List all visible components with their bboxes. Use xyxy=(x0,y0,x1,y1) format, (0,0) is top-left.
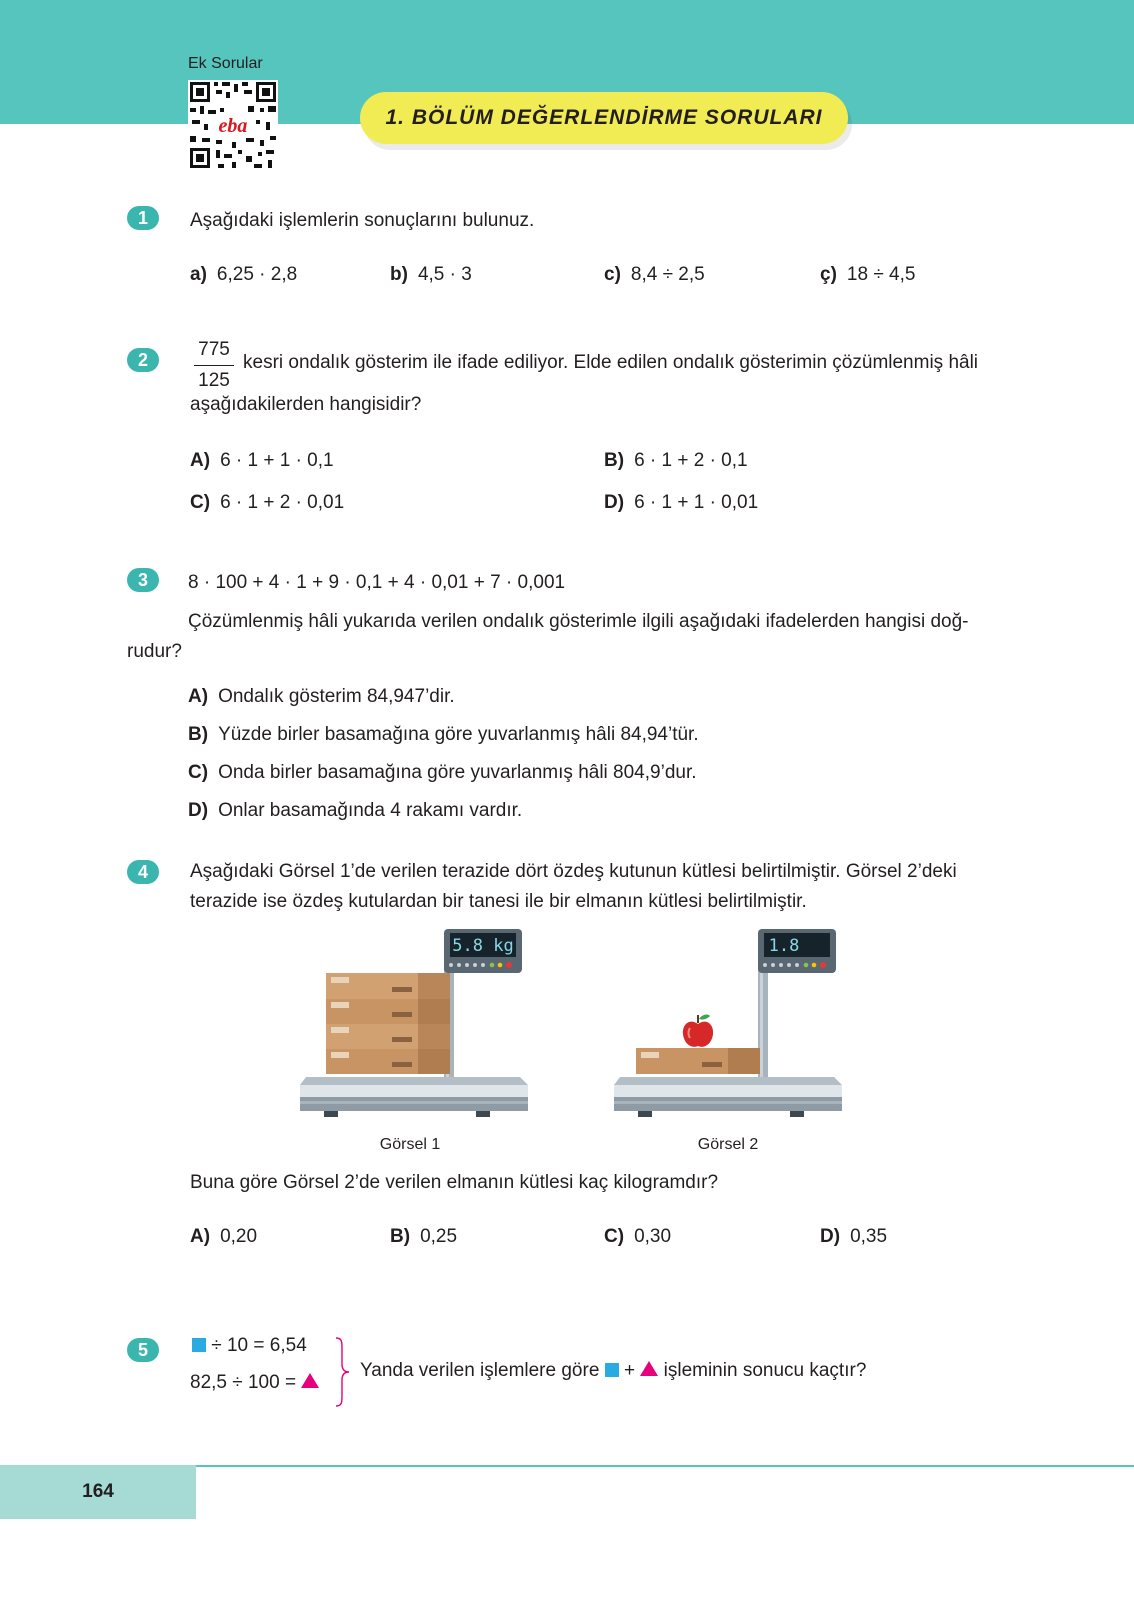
question-3-expression: 8 · 100 + 4 · 1 + 9 · 0,1 + 4 · 0,01 + 7 · 0,001 xyxy=(188,572,566,593)
scale-2-illustration xyxy=(614,925,854,1145)
scale-1-illustration xyxy=(300,925,540,1145)
question-1-text: Aşağıdaki işlemlerin sonuçlarını bulunuz. xyxy=(190,210,535,231)
q2-option-c: C) 6 · 1 + 2 · 0,01 xyxy=(190,492,345,513)
q2-option-d: D) 6 · 1 + 1 · 0,01 xyxy=(604,492,759,513)
q1-item-b: b) 4,5 · 3 xyxy=(390,264,472,285)
scale-1-display-value: 5.8 kg xyxy=(452,936,514,956)
scale-1-boxes xyxy=(326,973,450,1074)
q5-equation-2: 82,5 ÷ 100 = xyxy=(190,1368,319,1398)
fraction-denominator: 125 xyxy=(198,370,230,391)
q5-equation-1: ÷ 10 = 6,54 xyxy=(192,1331,307,1361)
question-4-text-line2: terazide ise özdeş kutulardan bir tanesi ile bir elmanın kütlesi belirtilmiştir. xyxy=(190,891,807,912)
question-2-text-line2: aşağıdakilerden hangisidir? xyxy=(190,394,422,415)
q4-option-a: A) 0,20 xyxy=(190,1226,258,1247)
q2-option-b: B) 6 · 1 + 2 · 0,1 xyxy=(604,450,748,471)
question-3-text-line1: Çözümlenmiş hâli yukarıda verilen ondalık gösterimle ilgili aşağıdaki ifadelerden hangisi doğ- xyxy=(188,611,969,632)
footer-line xyxy=(196,1465,1134,1467)
q3-option-a: A) Ondalık gösterim 84,947’dir. xyxy=(188,686,455,707)
q4-option-c: C) 0,30 xyxy=(604,1226,672,1247)
section-title: 1. BÖLÜM DEĞERLENDİRME SORULARI xyxy=(385,106,823,129)
pink-triangle-icon xyxy=(301,1373,319,1388)
blue-square-icon xyxy=(192,1338,206,1352)
question-5-badge: 5 xyxy=(127,1338,159,1362)
question-3-badge: 3 xyxy=(127,568,159,592)
scale-2-display-value: 1.8 xyxy=(768,936,800,956)
question-3-text-line2: rudur? xyxy=(127,641,182,662)
question-1-badge: 1 xyxy=(127,206,159,230)
q3-option-d: D) Onlar basamağında 4 rakamı vardır. xyxy=(188,800,523,821)
q4-option-b: B) 0,25 xyxy=(390,1226,458,1247)
question-4-text-line1: Aşağıdaki Görsel 1’de verilen terazide dört özdeş kutunun kütlesi belirtilmiştir. Görsel 2’deki xyxy=(190,861,957,882)
fraction xyxy=(194,338,234,393)
page-number: 164 xyxy=(82,1481,114,1502)
question-2-text-line1: kesri ondalık gösterim ile ifade ediliyor. Elde edilen ondalık gösterimin çözümlenmiş hâli xyxy=(243,352,979,373)
q4-option-d: D) 0,35 xyxy=(820,1226,888,1247)
blue-square-icon xyxy=(605,1363,619,1377)
q2-option-a: A) 6 · 1 + 1 · 0,1 xyxy=(190,450,334,471)
scale-2-caption: Görsel 2 xyxy=(697,1136,759,1153)
apple-icon xyxy=(683,1014,713,1046)
q1-item-c: c) 8,4 ÷ 2,5 xyxy=(604,264,705,285)
curly-brace-icon xyxy=(334,1336,352,1408)
q3-option-c: C) Onda birler basamağına göre yuvarlanmış hâli 804,9’dur. xyxy=(188,762,697,783)
pink-triangle-icon xyxy=(640,1361,658,1376)
qr-code-icon xyxy=(188,80,278,170)
q1-item-a: a) 6,25 · 2,8 xyxy=(190,264,298,285)
question-4-question: Buna göre Görsel 2’de verilen elmanın kütlesi kaç kilogramdır? xyxy=(190,1172,719,1193)
question-4-badge: 4 xyxy=(127,860,159,884)
qr-code[interactable] xyxy=(188,80,278,170)
q5-prompt: Yanda verilen işlemlere göre + işleminin sonucu kaçtır? xyxy=(360,1360,867,1381)
qr-label: Ek Sorular xyxy=(188,55,263,72)
scale-1-caption: Görsel 1 xyxy=(379,1136,441,1153)
q1-item-c-cedilla: ç) 18 ÷ 4,5 xyxy=(820,264,916,285)
scale-2-box xyxy=(636,1048,760,1074)
svg-text:eba: eba xyxy=(218,115,248,137)
q3-option-b: B) Yüzde birler basamağına göre yuvarlanmış hâli 84,94’tür. xyxy=(188,724,699,745)
fraction-numerator: 775 xyxy=(194,338,234,366)
question-2-badge: 2 xyxy=(127,348,159,372)
